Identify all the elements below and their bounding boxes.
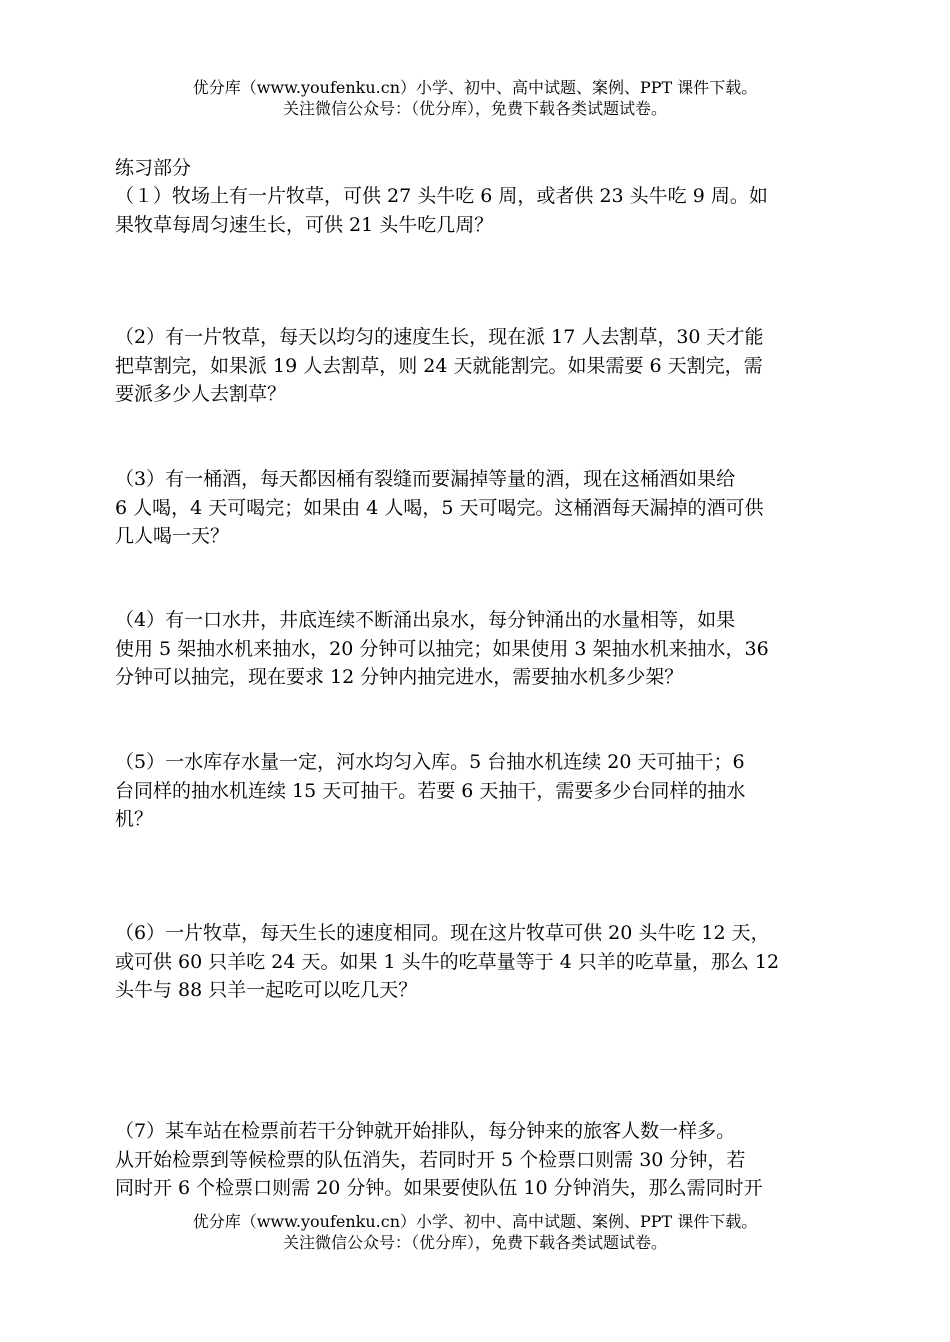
section-title: 练习部分	[115, 157, 192, 179]
question-line: 果牧草每周匀速生长，可供 21 头牛吃几周？	[115, 213, 494, 236]
question-line: （１）牧场上有一片牧草，可供 27 头牛吃 6 周，或者供 23 头牛吃 9 周。如	[115, 185, 768, 207]
question-line: 机？	[115, 808, 154, 830]
question-5	[115, 748, 860, 834]
question-6	[115, 919, 860, 1005]
question-line: （4）有一口水井，井底连续不断涌出泉水，每分钟涌出的水量相等，如果	[115, 609, 736, 631]
page-footer	[0, 1211, 950, 1253]
question-line: 从开始检票到等候检票的队伍消失，若同时开 5 个检票口则需 30 分钟，若	[115, 1148, 746, 1171]
question-line: （5）一水库存水量一定，河水均匀入库。5 台抽水机连续 20 天可抽干；6	[115, 751, 745, 773]
header-line-2: 关注微信公众号：（优分库），免费下载各类试题试卷。	[282, 99, 667, 118]
question-line: 同时开 6 个检票口则需 20 分钟。如果要使队伍 10 分钟消失，那么需同时开	[115, 1177, 763, 1199]
header-line-1: 优分库（www.youfenku.cn）小学、初中、高中试题、案例、PPT 课件下载。	[192, 78, 758, 97]
question-line: 使用 5 架抽水机来抽水，20 分钟可以抽完；如果使用 3 架抽水机来抽水，36	[115, 637, 769, 660]
question-1	[115, 182, 860, 239]
question-line: （2）有一片牧草，每天以均匀的速度生长，现在派 17 人去割草，30 天才能	[115, 326, 764, 348]
question-line: 把草割完，如果派 19 人去割草，则 24 天就能割完。如果需要 6 天割完，需	[115, 354, 763, 377]
question-line: 台同样的抽水机连续 15 天可抽干。若要 6 天抽干，需要多少台同样的抽水	[115, 779, 746, 802]
question-line: 分钟可以抽完，现在要求 12 分钟内抽完进水，需要抽水机多少架？	[115, 666, 684, 688]
question-line: （7）某车站在检票前若干分钟就开始排队，每分钟来的旅客人数一样多。	[115, 1120, 736, 1142]
question-3	[115, 465, 860, 551]
question-line: 几人喝一天？	[115, 525, 230, 547]
question-4	[115, 606, 860, 692]
question-line: （3）有一桶酒，每天都因桶有裂缝而要漏掉等量的酒，现在这桶酒如果给	[115, 468, 736, 490]
question-line: 6 人喝，4 天可喝完；如果由 4 人喝，5 天可喝完。这桶酒每天漏掉的酒可供	[115, 496, 764, 519]
footer-line-2: 关注微信公众号：（优分库），免费下载各类试题试卷。	[282, 1233, 667, 1252]
page-header	[0, 77, 950, 119]
question-line: （6）一片牧草，每天生长的速度相同。现在这片牧草可供 20 头牛吃 12 天，	[115, 922, 770, 944]
question-line: 头牛与 88 只羊一起吃可以吃几天？	[115, 979, 418, 1001]
question-line: 或可供 60 只羊吃 24 天。如果 1 头牛的吃草量等于 4 只羊的吃草量，那么 12	[115, 950, 780, 973]
question-2	[115, 323, 860, 409]
question-7	[115, 1117, 860, 1203]
footer-line-1: 优分库（www.youfenku.cn）小学、初中、高中试题、案例、PPT 课件下载。	[192, 1212, 758, 1231]
question-line: 要派多少人去割草？	[115, 383, 287, 405]
